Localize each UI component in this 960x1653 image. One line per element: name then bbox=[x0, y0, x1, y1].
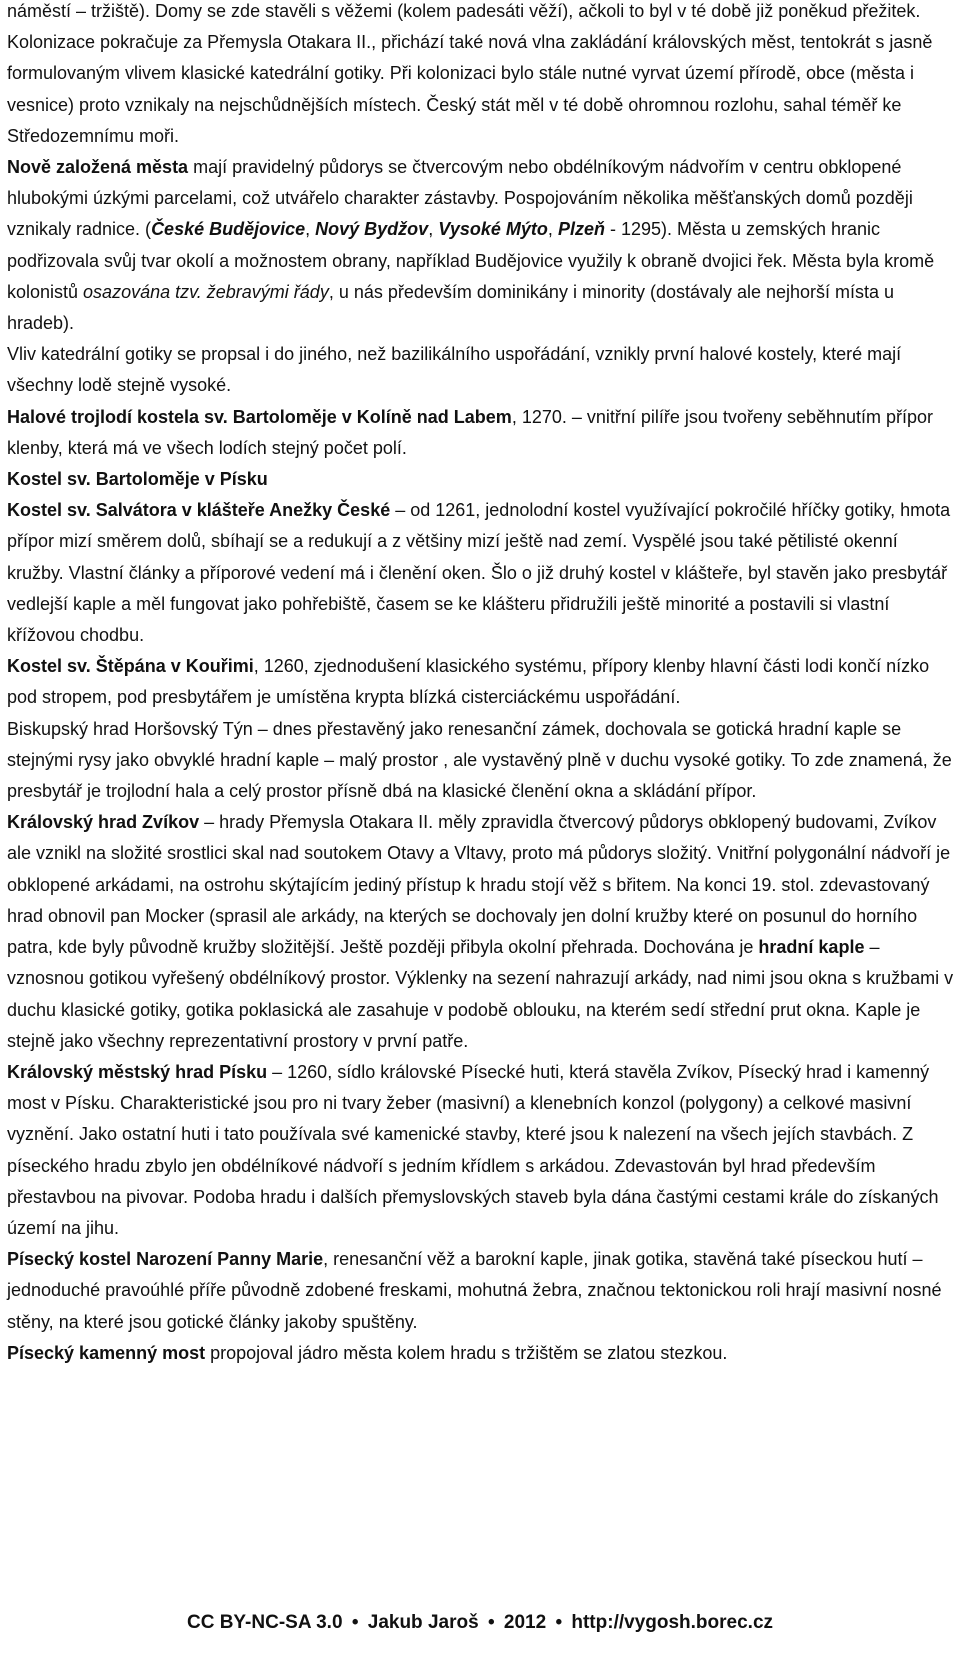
text-run: – hrady Přemysla Otakara II. měly zpravidla čtvercový půdorys obklopený budovami, Zvíkov ale vznikl na složité srostlici skal nad soutokem Otavy a Vltavy, proto má půdorys složitý. Vnitřní polygonální nádvoří je obklopené arkádami, na ostrohu skýtajícím jediný přístup k hradu stojí věž s břitem. Na konci 19. stol. zdevastovaný hrad obnovil pan Mocker (sprasil ale arkády, na kterých se dochovaly jen dolní kružby které on posunul do horního patra, kde byly původně kružby složitější. Ještě později přibyla okolní přehrada. Dochována je bbox=[7, 812, 951, 958]
page-footer bbox=[0, 1612, 960, 1634]
text-run: , bbox=[305, 219, 316, 240]
footer-separator: • bbox=[555, 1612, 563, 1633]
paragraph bbox=[7, 714, 955, 808]
emphasis-text: Vysoké Mýto bbox=[438, 219, 548, 240]
bold-text: hradní kaple bbox=[758, 937, 865, 958]
emphasis-text: Nový Bydžov bbox=[315, 219, 429, 240]
paragraph bbox=[7, 1338, 955, 1369]
paragraph bbox=[7, 651, 955, 713]
bold-italic-text bbox=[438, 219, 548, 239]
bold-text: Nově založená města bbox=[7, 157, 189, 178]
bold-text: Písecký kostel Narození Panny Marie bbox=[7, 1249, 324, 1270]
paragraph bbox=[7, 339, 955, 401]
paragraph bbox=[7, 27, 955, 152]
bold-text: Halové trojlodí kostela sv. Bartoloměje v Kolíně nad Labem bbox=[7, 406, 512, 427]
paragraph bbox=[7, 402, 955, 464]
text-run: , 1270. – vnitřní pilíře jsou tvořeny seběhnutím přípor klenby, která má ve všech lodích stejný počet polí. bbox=[7, 406, 934, 458]
text-run: Vliv katedrální gotiky se propsal i do jiného, než bazilikálního uspořádání, vznikly první halové kostely, které mají všechny lodě stejně vysoké. bbox=[7, 344, 902, 396]
bold-italic-text bbox=[151, 219, 305, 239]
bold-text: Kostel sv. Štěpána v Kouřimi bbox=[7, 656, 254, 677]
bold-italic-text bbox=[315, 219, 428, 239]
text-run: , bbox=[428, 219, 439, 240]
paragraph bbox=[7, 464, 955, 495]
paragraph bbox=[7, 1057, 955, 1244]
document-body bbox=[7, 0, 955, 1369]
bold-italic-text bbox=[558, 219, 605, 239]
footer-separator: • bbox=[351, 1612, 359, 1633]
text-run: – od 1261, jednolodní kostel využívající pokročilé hříčky gotiky, hmota přípor mizí směrem dolů, sbíhají se a redukují a z většiny mizí ještě nad zemí. Vyspělé jsou také pětilisté okenní kružby. Vlastní články a příporové vedení má i členění oken. Šlo o již druhý kostel v klášteře, byl stavěn jako presbytář vedlejší kaple a měl fungovat jako pohřebiště, časem se ke klášteru přidružili ještě minorité a postavili si vlastní křížovou chodbu. bbox=[7, 500, 951, 646]
footer-url[interactable]: http://vygosh.borec.cz bbox=[571, 1612, 774, 1633]
paragraph bbox=[7, 0, 955, 27]
text-run: – 1260, sídlo královské Písecké huti, která stavěla Zvíkov, Písecký hrad i kamenný most v Písku. Charakteristické jsou pro ni tvary žeber (masivní) a klenebních konzol (polygony) a celkové masivní vyznění. Jako ostatní huti i tato používala své kamenické stavby, které jsou k nalezení na všech jejích stavbách. Z píseckého hradu zbylo jen obdélníkové nádvoří s jedním křídlem s arkádou. Zdevastován byl hrad především přestavbou na pivovar. Podoba hradu i dalších přemyslovských staveb byla dána častými cestami krále do získaných území na jihu. bbox=[7, 1061, 939, 1238]
footer-license: CC BY-NC-SA 3.0 bbox=[186, 1612, 343, 1633]
text-run: – vznosnou gotikou vyřešený obdélníkový prostor. Výklenky na sezení nahrazují arkády, nad nimi jsou okna s kružbami v duchu klasické gotiky, gotika poklasická ale zasahuje v podobě oblouku, na kterém sedí střední prut okna. Kaple je stejně jako všechny reprezentativní prostory v první patře. bbox=[7, 937, 954, 1051]
bold-text: Královský městský hrad Písku bbox=[7, 1061, 268, 1082]
italic-text: osazována tzv. žebravými řády bbox=[83, 281, 329, 302]
text-run: - 1295). Města u zemských hranic podřizovala svůj tvar okolí a možnostem obrany, například Budějovice využily k obraně dvojici řek. Města byla kromě kolonistů bbox=[7, 219, 935, 302]
footer-year: 2012 bbox=[503, 1612, 547, 1633]
text-run: , bbox=[547, 219, 558, 240]
bold-text: Kostel sv. Salvátora v klášteře Anežky České bbox=[7, 500, 391, 521]
text-run: , u nás především dominikány i minority (dostávaly ale nejhorší místa u hradeb). bbox=[7, 281, 895, 334]
text-run: mají pravidelný půdorys se čtvercovým nebo obdélníkovým nádvořím v centru obklopené hlubokými úzkými parcelami, což utvářelo charakter zástavby. Pospojováním několika měšťanských domů později vznikaly radnice. ( bbox=[7, 157, 913, 240]
text-run: Biskupský hrad Horšovský Týn – dnes přestavěný jako renesanční zámek, dochovala se gotická hradní kaple se stejnými rysy jako obvyklé hradní kaple – malý prostor , ale vystavěný plně v duchu vysoké gotiky. To zde znamená, že presbytář je trojlodní hala a celý prostor přísně dbá na klasické členění okna a skládání přípor. bbox=[7, 718, 952, 802]
paragraph bbox=[7, 807, 955, 1057]
emphasis-text: České Budějovice bbox=[151, 219, 306, 240]
emphasis-text: Plzeň bbox=[557, 219, 605, 240]
footer-author: Jakub Jaroš bbox=[367, 1612, 479, 1633]
paragraph bbox=[7, 1244, 955, 1338]
bold-text: Kostel sv. Bartoloměje v Písku bbox=[7, 469, 268, 490]
text-run: , renesanční věž a barokní kaple, jinak gotika, stavěná také píseckou hutí – jednoduché pravoúhlé příře původně zdobené freskami, mohutná žebra, značnou tektonickou roli hrají masivní nosné stěny, na které jsou gotické články jakoby spuštěny. bbox=[7, 1249, 942, 1332]
footer-separator: • bbox=[487, 1612, 495, 1633]
bold-text: Písecký kamenný most bbox=[7, 1342, 206, 1363]
text-run: Kolonizace pokračuje za Přemysla Otakara II., přichází také nová vlna zakládání královských měst, tentokrát s jasně formulovaným vlivem klasické katedrální gotiky. Při kolonizaci bylo stále nutné vyrvat území přírodě, obce (města i vesnice) proto vznikaly na nejschůdnějších místech. Český stát měl v té době ohromnou rozlohu, sahal téměř ke Středozemnímu moři. bbox=[7, 32, 933, 146]
text-run: , 1260, zjednodušení klasického systému, přípory klenby hlavní části lodi končí nízko pod stropem, pod presbytářem je umístěna krypta blízká cisterciáckému uspořádání. bbox=[7, 656, 930, 708]
paragraph bbox=[7, 495, 955, 651]
text-run: náměstí – tržiště). Domy se zde stavěli s věžemi (kolem padesáti věží), ačkoli to byl v té době již poněkud přežitek. bbox=[7, 1, 921, 21]
bold-text: Královský hrad Zvíkov bbox=[7, 812, 200, 833]
paragraph bbox=[7, 152, 955, 339]
text-run: propojoval jádro města kolem hradu s tržištěm se zlatou stezkou. bbox=[205, 1342, 728, 1363]
